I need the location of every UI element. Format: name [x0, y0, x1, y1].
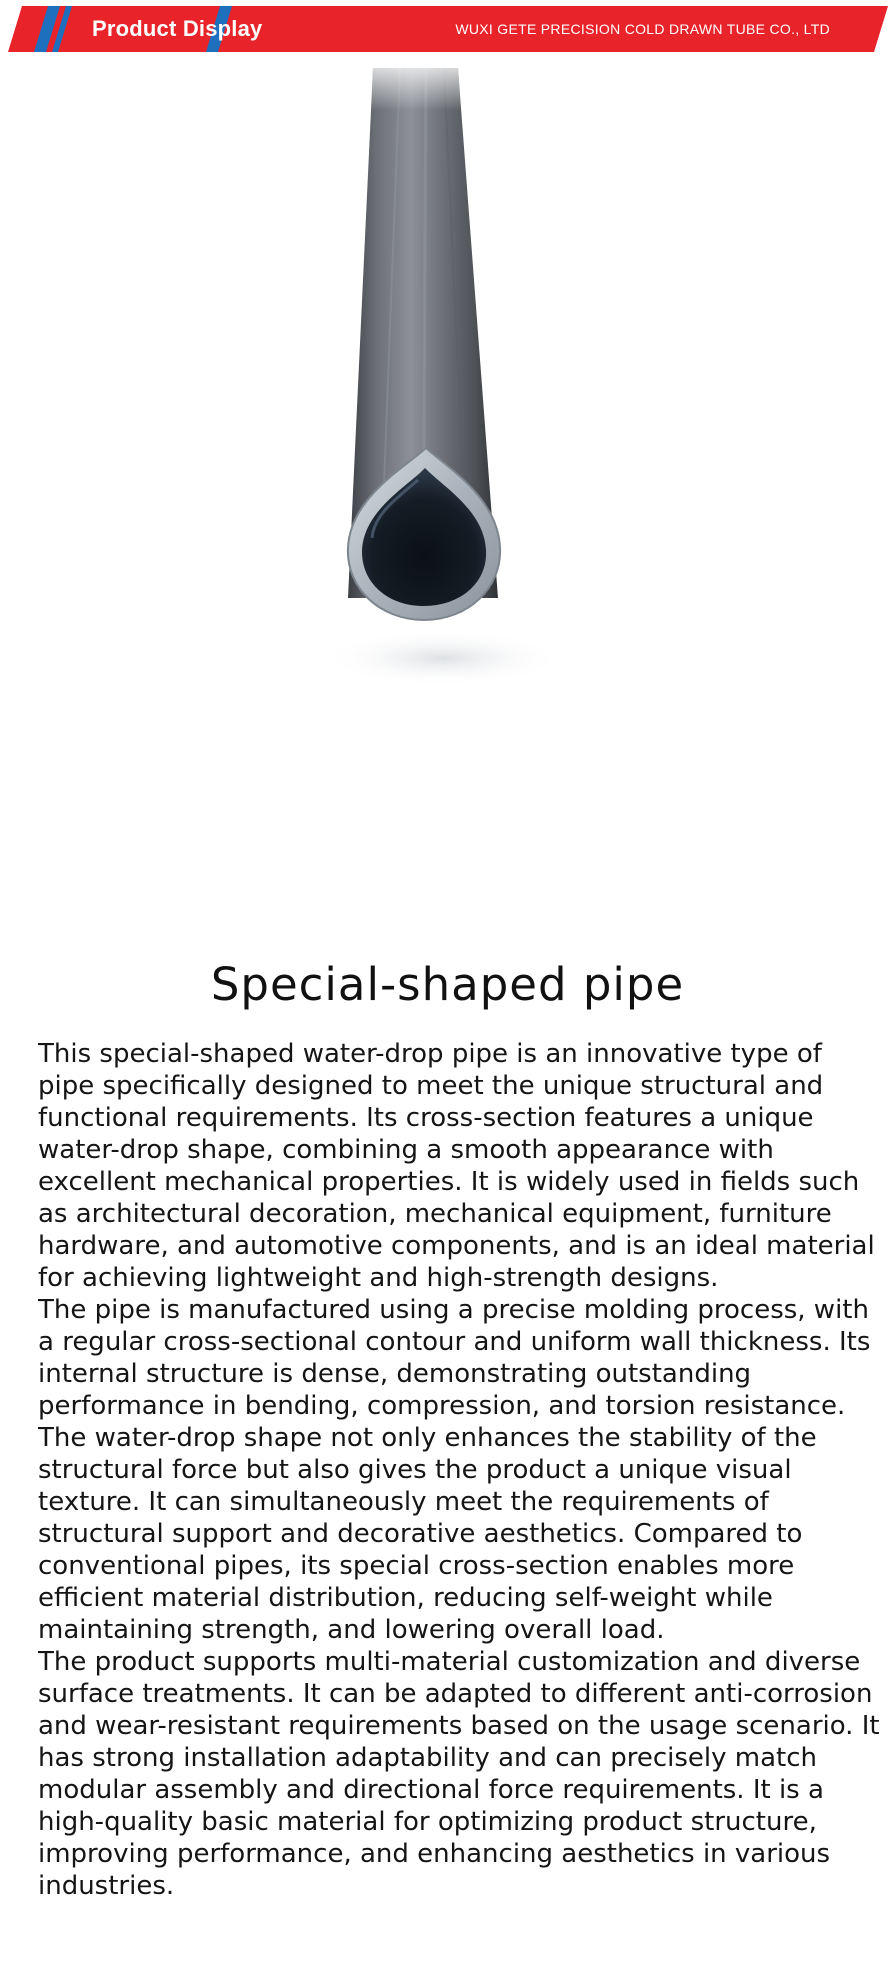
- water-drop-pipe-photo: [28, 68, 868, 928]
- company-name: WUXI GETE PRECISION COLD DRAWN TUBE CO., LTD: [455, 21, 830, 37]
- section-header-banner: [8, 6, 888, 52]
- section-title: Product Display: [92, 16, 263, 41]
- description-paragraph: The product supports multi-material customization and diverse surface treatments. It can be adapted to different anti-corrosion and wear-resistant requirements based on the usage scenario. It has strong installation adaptability and can precisely match modular assembly and directional force requirements. It is a high-quality basic material for optimizing product structure, improving performance, and enhancing aesthetics in various industries.: [38, 1647, 880, 1901]
- product-title: Special-shaped pipe: [210, 958, 685, 1011]
- product-photo: [28, 68, 868, 928]
- product-description: [38, 1038, 883, 1902]
- chevron-down-circle-icon[interactable]: [838, 14, 868, 44]
- description-paragraph: The pipe is manufactured using a precise molding process, with a regular cross-sectional contour and uniform wall thickness. Its internal structure is dense, demonstrating outstanding performance in bending, compression, and torsion resistance. The water-drop shape not only enhances the stability of the structural force but also gives the product a unique visual texture. It can simultaneously meet the requirements of structural support and decorative aesthetics. Compared to conventional pipes, its special cross-section enables more efficient material distribution, reducing self-weight while maintaining strength, and lowering overall load.: [38, 1295, 871, 1645]
- description-paragraph: This special-shaped water-drop pipe is an innovative type of pipe specifically designed to meet the unique structural and functional requirements. Its cross-section features a unique water-drop shape, combining a smooth appearance with excellent mechanical properties. It is widely used in fields such as architectural decoration, mechanical equipment, furniture hardware, and automotive components, and is an ideal material for achieving lightweight and high-strength designs.: [38, 1039, 875, 1293]
